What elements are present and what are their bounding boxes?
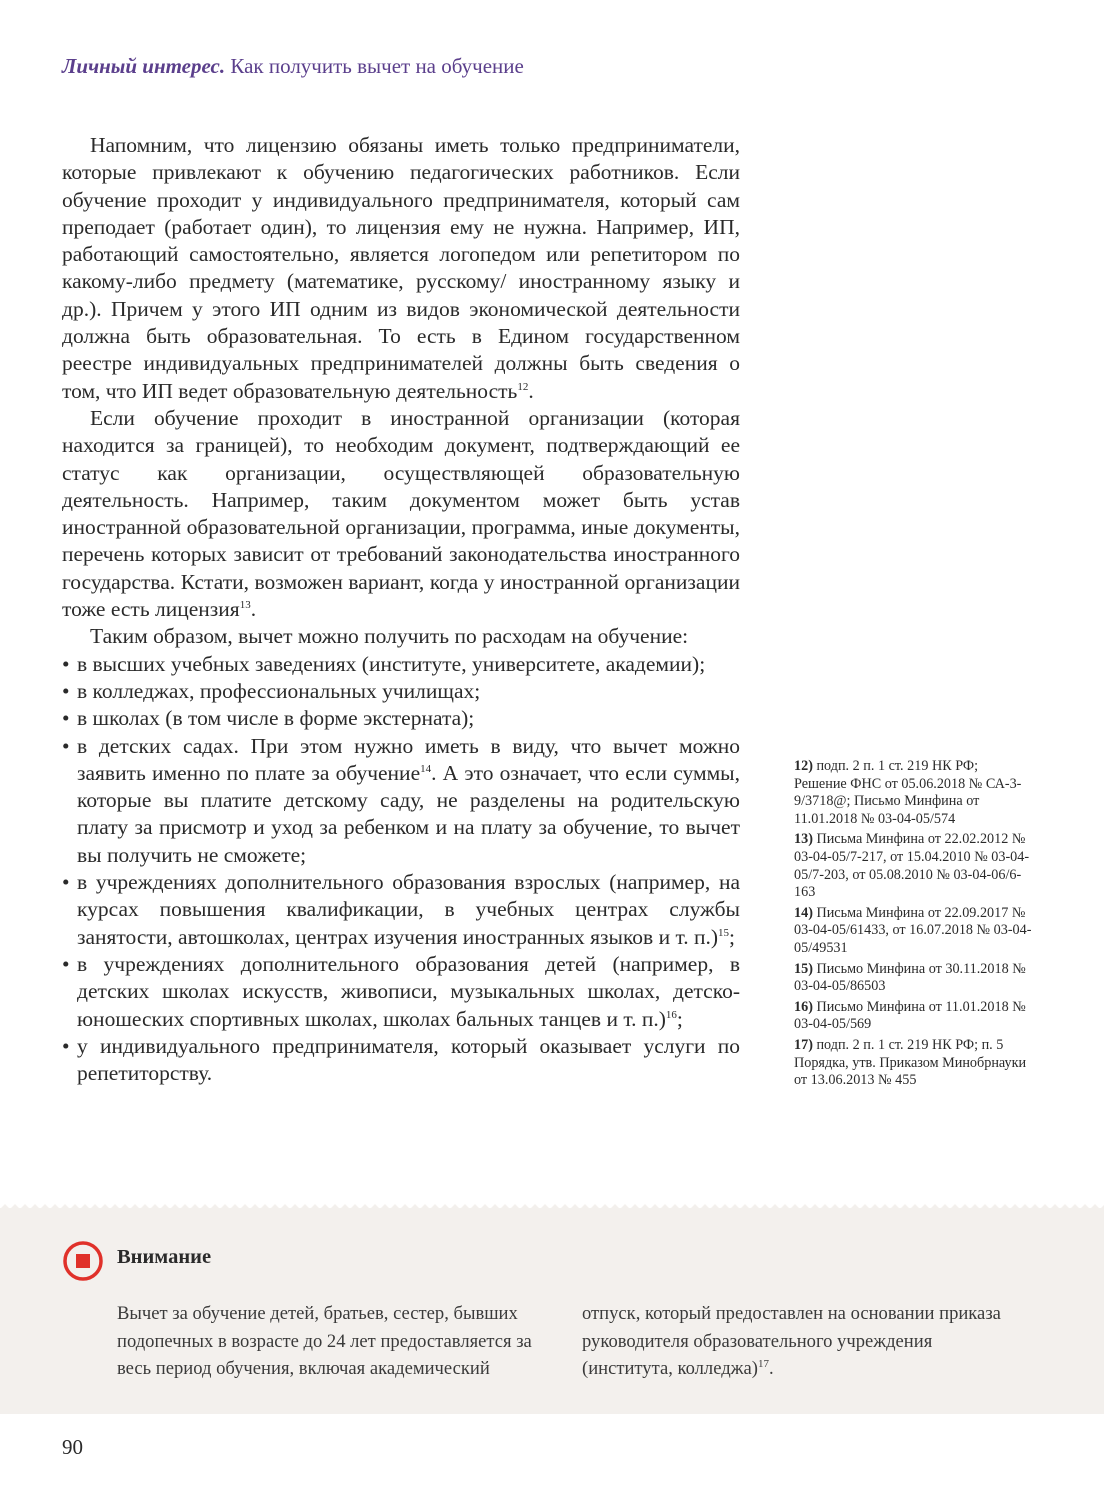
footnote-text: Письмо Минфина от 11.01.2018 № 03-04-05/569 (794, 998, 1026, 1033)
paragraph-2 (62, 405, 740, 623)
footnote-13 (794, 831, 1034, 901)
footnote-number: 17) (794, 1036, 813, 1053)
attention-box (0, 1208, 1104, 1414)
running-header-title: Как получить вычет на обучение (230, 54, 524, 78)
paragraph-1 (62, 132, 740, 405)
footnote-12 (794, 758, 1034, 828)
footnote-text: Письма Минфина от 22.02.2012 № 03-04-05/7-217, от 15.04.2010 № 03-04-05/7-203, от 05.08.2010 № 03-04-06/6-163 (794, 831, 1030, 901)
attention-title: Внимание (117, 1246, 212, 1268)
paragraph-2-text: Если обучение проходит в иностранной организации (которая находится за границей), то необходим документ, подтверждающий ее статус как организации, осуществляющей образовательную деятельность. Например, таким документом может быть устав иностранной образовательной организации, программа, иные документы, перечень которых зависит от требований законодательства иностранного государства. Кстати, возможен вариант, когда у иностранной организации тоже есть лицензия (62, 405, 740, 622)
footnote-ref-15: 15 (718, 926, 730, 939)
paragraph-1-text: Напомним, что лицензию обязаны иметь только предприниматели, которые привлекают к обучению педагогических работников. Если обучение проходит у индивидуального предпринимателя, который сам преподает (работает один), то лицензия ему не нужна. Например, ИП, работающий самостоятельно, является логопедом или репетитором по какому-либо предмету (математике, русскому/ иностранному языку и др.). Причем у этого ИП одним из видов экономической деятельности должна быть образовательная. То есть в Едином государственном реестре индивидуальных предпринимателей должны быть сведения о том, что ИП ведет образовательную деятельность (62, 133, 740, 403)
footnote-number: 16) (794, 998, 813, 1015)
footnote-number: 12) (794, 758, 813, 774)
bullet-item (62, 705, 740, 732)
footnote-number: 15) (794, 960, 813, 977)
main-text (62, 132, 740, 1087)
bullet-item (62, 1033, 740, 1088)
zigzag-edge (0, 1203, 1104, 1209)
bullet-list (62, 651, 740, 1088)
stop-square-in-circle-icon (62, 1240, 104, 1282)
footnote-15 (794, 961, 1034, 996)
bullet-text-after: ; (676, 1006, 683, 1031)
footnote-14 (794, 905, 1034, 958)
bullet-text: у индивидуального предпринимателя, который оказывает услуги по репетиторству. (77, 1033, 740, 1086)
bullet-item (62, 951, 740, 1033)
footnote-number: 13) (794, 831, 813, 848)
footnote-text: Письмо Минфина от 30.11.2018 № 03-04-05/86503 (794, 960, 1026, 995)
running-header-section: Личный интерес. (62, 54, 226, 78)
footnote-text: подп. 2 п. 1 ст. 219 НК РФ; Решение ФНС от 05.06.2018 № СА-3-9/3718@; Письмо Минфина от 11.01.2018 № 03-04-05/574 (794, 758, 1022, 827)
footnote-16 (794, 999, 1034, 1034)
page-number: 90 (62, 1435, 83, 1459)
bullet-item (62, 869, 740, 951)
bullet-item (62, 651, 740, 678)
footnote-text: Письма Минфина от 22.09.2017 № 03-04-05/61433, от 16.07.2018 № 03-04-05/49531 (794, 904, 1032, 956)
footnote-text: подп. 2 п. 1 ст. 219 НК РФ; п. 5 Порядка, утв. Приказом Минобрнауки от 13.06.2013 № 455 (794, 1036, 1027, 1089)
footnotes-column (794, 758, 1034, 1093)
bullet-item (62, 733, 740, 869)
bullet-text: в колледжах, профессиональных училищах; (77, 678, 481, 703)
bullet-text-after: ; (729, 924, 736, 949)
footnote-ref-16: 16 (665, 1008, 677, 1021)
bullet-text: в высших учебных заведениях (институте, университете, академии); (77, 651, 706, 676)
footnote-ref-14: 14 (420, 762, 432, 775)
bullet-text: в учреждениях дополнительного образования взрослых (например, на курсах повышения квалификации, в учебных центрах службы занятости, автошколах, центрах изучения иностранных языков и т. п.) (77, 870, 740, 949)
footnote-ref-12: 12 (517, 380, 529, 393)
paragraph-1-end: . (528, 378, 534, 403)
footnote-17 (794, 1037, 1034, 1090)
bullet-text: в детских садах. При этом нужно иметь в виду, что вычет можно заявить именно по плате за обучение (77, 733, 740, 785)
footnote-number: 14) (794, 904, 813, 921)
bullet-text-after: . А это означает, что если суммы, которые вы платите детскому саду, не разделены на родительскую плату за присмотр и уход за ребенком и на плату за обучение, то вычет вы получить не сможете; (77, 760, 741, 867)
paragraph-2-end: . (250, 597, 257, 622)
bullet-text: в школах (в том числе в форме экстерната); (77, 706, 475, 731)
bullet-text: в учреждениях дополнительного образования детей (например, в детских школах искусств, живописи, музыкальных школах, детско-юношеских спортивных школах, школах бальных танцев и т. п.) (77, 951, 740, 1031)
footnote-ref-13: 13 (239, 598, 251, 611)
attention-text-end: . (768, 1358, 774, 1380)
paragraph-3: Таким образом, вычет можно получить по расходам на обучение: (90, 624, 689, 649)
attention-text (117, 1300, 1017, 1383)
running-header (62, 54, 524, 79)
bullet-item (62, 678, 740, 705)
attention-text-body: Вычет за обучение детей, братьев, сестер, бывших подопечных в возрасте до 24 лет предоставляется за весь период обучения, включая академический отпуск, который предоставлен на основании приказа руководителя образовательного учреждения (института, колледжа) (117, 1303, 1001, 1380)
footnote-ref-17: 17 (757, 1358, 769, 1370)
